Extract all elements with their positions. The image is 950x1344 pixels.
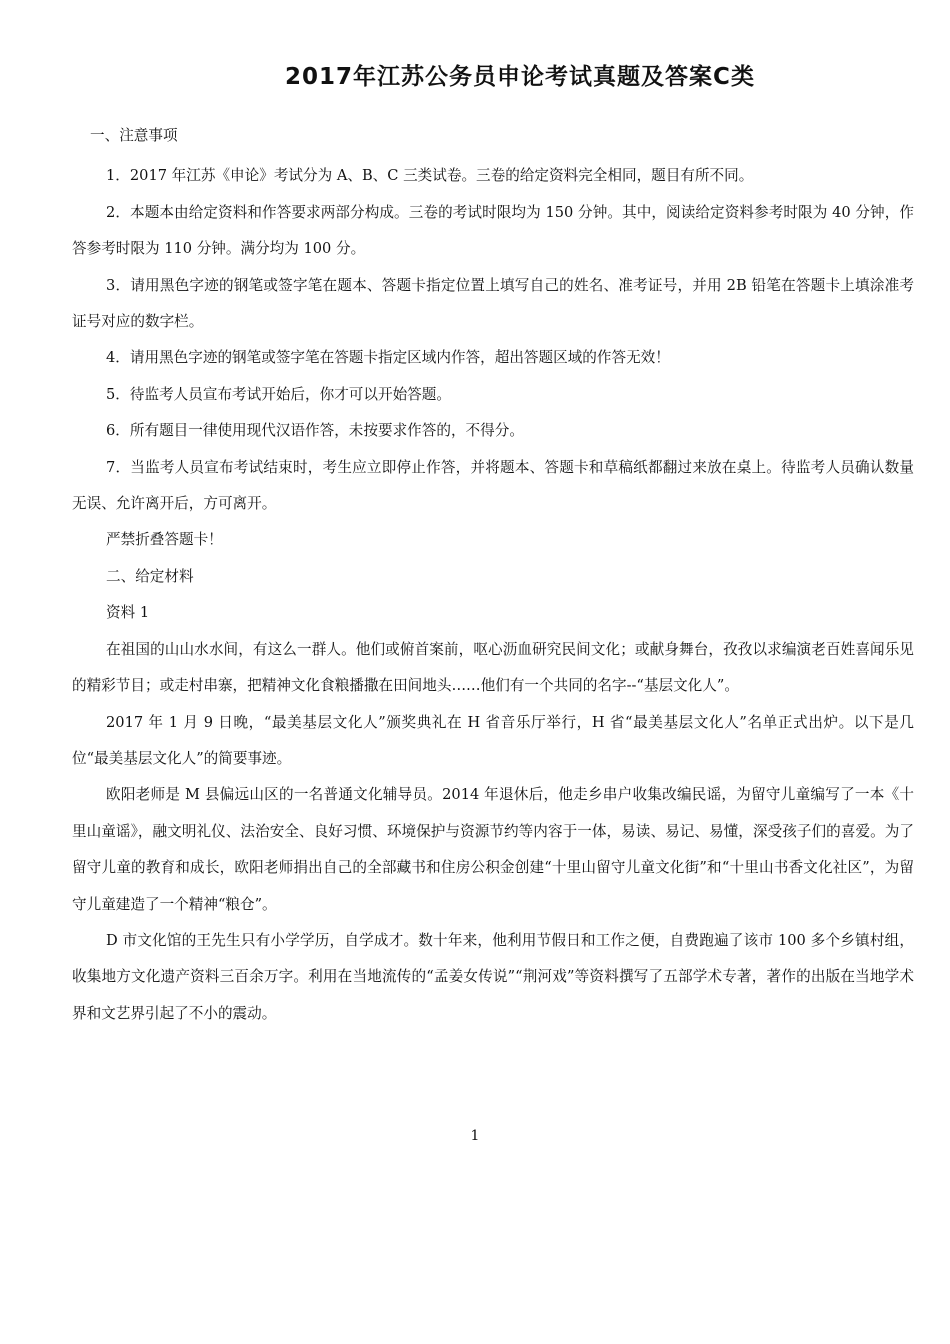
notice-item: 7．当监考人员宣布考试结束时，考生应立即停止作答，并将题本、答题卡和草稿纸都翻过来放在桌上。待监考人员确认数量无误、允许离开后，方可离开。	[72, 458, 914, 513]
notice-item: 3．请用黑色字迹的钢笔或签字笔在题本、答题卡指定位置上填写自己的姓名、准考证号，并用 2B 铅笔在答题卡上填涂准考证号对应的数字栏。	[72, 276, 914, 331]
notice-item: 2．本题本由给定资料和作答要求两部分构成。三卷的考试时限均为 150 分钟。其中，阅读给定资料参考时限为 40 分钟，作答参考时限为 110 分钟。满分均为 100 分。	[72, 203, 914, 258]
material-paragraph: 欧阳老师是 M 县偏远山区的一名普通文化辅导员。2014 年退休后，他走乡串户收集改编民谣，为留守儿童编写了一本《十里山童谣》，融文明礼仪、法治安全、良好习惯、环境保护与资源节约等内容于一体，易读、易记、易懂，深受孩子们的喜爱。为了留守儿童的教育和成长，欧阳老师捐出自己的全部藏书和住房公积金创建“十里山留守儿童文化街”和“十里山书香文化社区”，为留守儿童建造了一个精神“粮仓”。	[72, 786, 914, 913]
section-heading-notices: 一、注意事项	[90, 127, 178, 144]
notice-item: 5．待监考人员宣布考试开始后，你才可以开始答题。	[106, 385, 451, 403]
document-title: 2017年江苏公务员申论考试真题及答案C类	[285, 64, 755, 90]
section-heading-materials: 二、给定材料	[106, 567, 194, 585]
material-paragraph: 2017 年 1 月 9 日晚，“最美基层文化人”颁奖典礼在 H 省音乐厅举行，H 省“最美基层文化人”名单正式出炉。以下是几位“最美基层文化人”的简要事迹。	[72, 713, 914, 767]
notice-item: 1．2017 年江苏《申论》考试分为 A、B、C 三类试卷。三卷的给定资料完全相同，题目有所不同。	[106, 167, 754, 185]
material-paragraph: 在祖国的山山水水间，有这么一群人。他们或俯首案前，呕心沥血研究民间文化；或献身舞台，孜孜以求编演老百姓喜闻乐见的精彩节目；或走村串寨，把精神文化食粮播撒在田间地头……他们有一个共同的名字--“基层文化人”。	[72, 640, 914, 695]
notice-item: 4．请用黑色字迹的钢笔或签字笔在答题卡指定区域内作答，超出答题区域的作答无效！	[106, 349, 670, 367]
notice-item: 6．所有题目一律使用现代汉语作答，未按要求作答的，不得分。	[106, 422, 524, 440]
page-number: 1	[470, 1128, 480, 1144]
material-label: 资料 1	[106, 604, 150, 622]
document-body	[72, 118, 914, 1032]
material-paragraph: D 市文化馆的王先生只有小学学历，自学成才。数十年来，他利用节假日和工作之便，自费跑遍了该市 100 多个乡镇村组，收集地方文化遗产资料三百余万字。利用在当地流传的“孟姜女传说”“荆河戏”等资料撰写了五部学术专著，著作的出版在当地学术界和文艺界引起了不小的震动。	[72, 931, 914, 1022]
warning-text: 严禁折叠答题卡！	[106, 531, 223, 549]
